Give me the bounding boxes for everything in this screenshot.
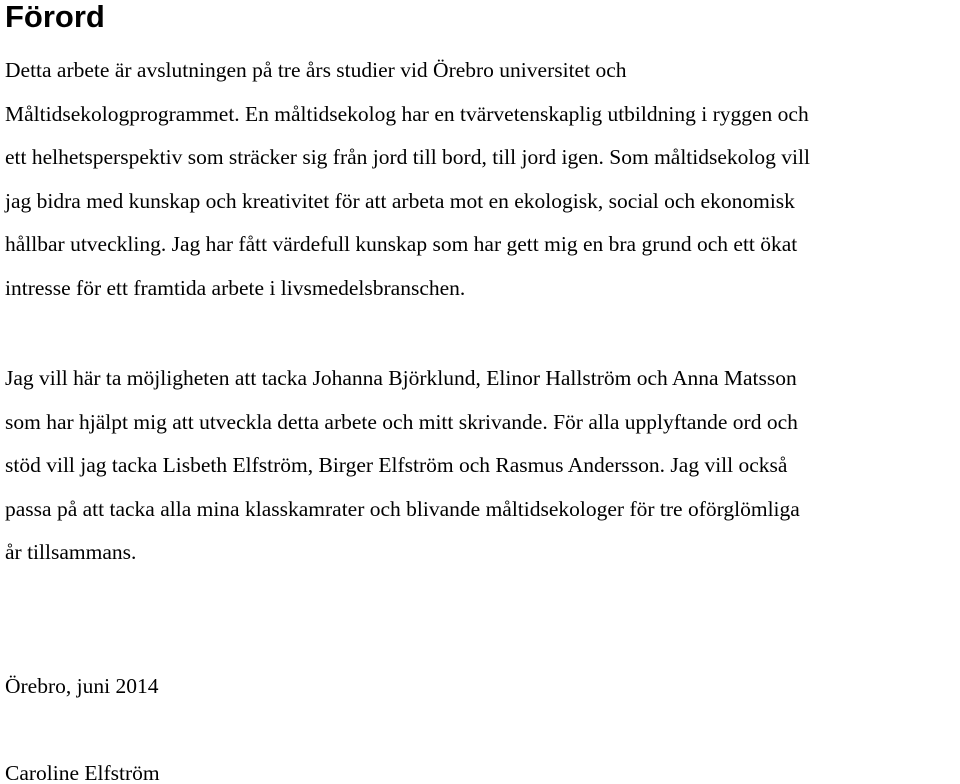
text-line: stöd vill jag tacka Lisbeth Elfström, Birger Elfström och Rasmus Andersson. Jag vill också <box>5 453 788 477</box>
page-title: Förord <box>5 0 105 34</box>
text-line: jag bidra med kunskap och kreativitet för att arbeta mot en ekologisk, social och ekonomisk <box>5 189 795 213</box>
place-date: Örebro, juni 2014 <box>5 674 159 698</box>
author-name: Caroline Elfström <box>5 761 160 784</box>
text-line: Jag vill här ta möjligheten att tacka Johanna Björklund, Elinor Hallström och Anna Matsson <box>5 366 797 390</box>
text-line: hållbar utveckling. Jag har fått värdefull kunskap som har gett mig en bra grund och ett ökat <box>5 232 798 256</box>
text-line: som har hjälpt mig att utveckla detta arbete och mitt skrivande. För alla upplyftande ord och <box>5 410 798 434</box>
text-line: passa på att tacka alla mina klasskamrater och blivande måltidsekologer för tre oförglömliga <box>5 497 800 521</box>
text-line: Måltidsekologprogrammet. En måltidsekolog har en tvärvetenskaplig utbildning i ryggen och <box>5 102 809 126</box>
text-line: år tillsammans. <box>5 540 137 564</box>
text-line: Detta arbete är avslutningen på tre års studier vid Örebro universitet och <box>5 58 627 82</box>
text-line: ett helhetsperspektiv som sträcker sig från jord till bord, till jord igen. Som måltidsekolog vill <box>5 145 810 169</box>
text-line: intresse för ett framtida arbete i livsmedelsbranschen. <box>5 276 466 300</box>
